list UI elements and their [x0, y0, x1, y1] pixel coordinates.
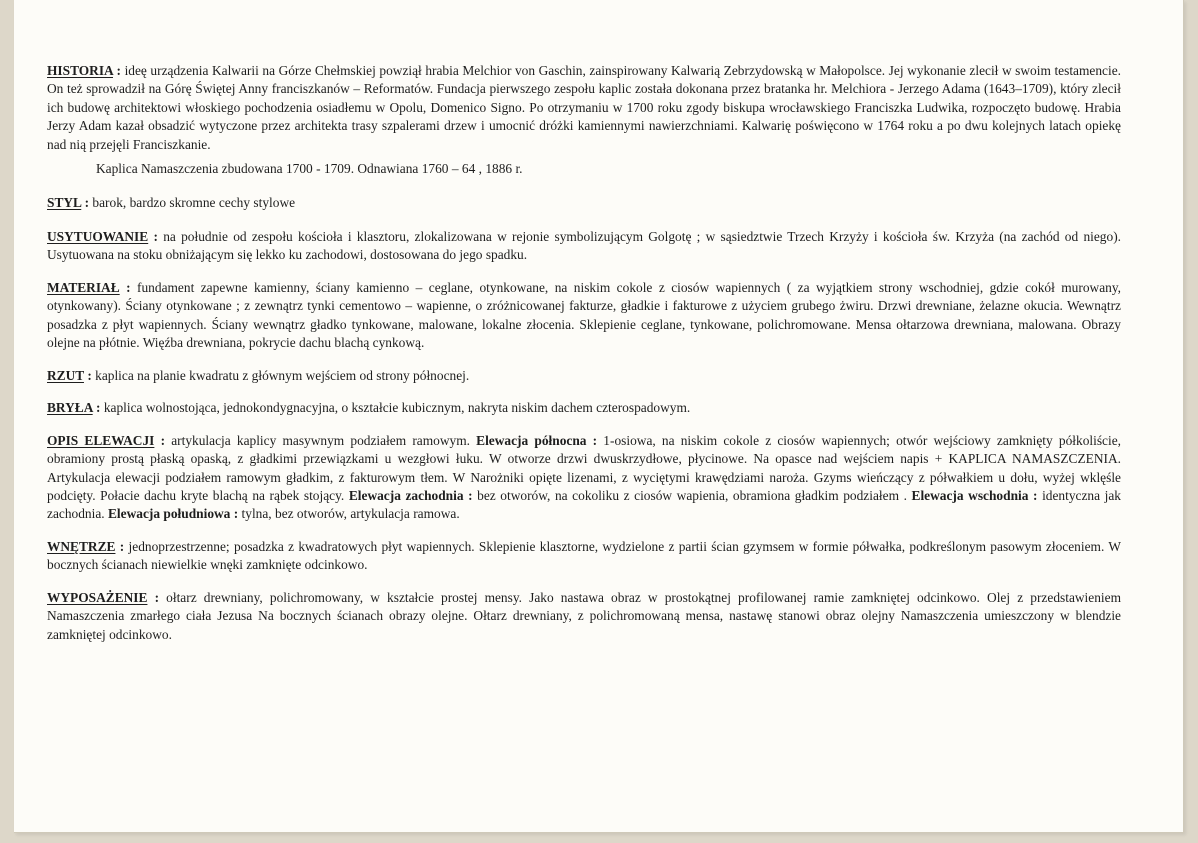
- section-wnetrze: [47, 538, 1121, 575]
- section-wyposazenie: [47, 589, 1121, 644]
- section-bryla: [47, 399, 1121, 417]
- document-page: [14, 0, 1184, 833]
- section-styl: [47, 194, 1121, 212]
- subheading-elewacja-poludniowa: Elewacja południowa :: [107, 506, 239, 522]
- section-text-rzut: kaplica na planie kwadratu z głównym wejściem od strony północnej.: [95, 367, 470, 383]
- section-text-elewacja-polnocna: 1-osiowa, na niskim cokole z ciosów wapiennych; otwór wejściowy zamknięty półkoliście, obramiony prostą płaską opaską, z gładkimi przewiązkami u wezgłowi łuku. W otworze drzwi dwuskrzydłowe, płycinowe. Na opasce nad wejściem napis + KAPLICA NAMASZCZENIA. Artykulacja elewacji podziałem ramowym gładkim, z fakturowym tłem. W Narożniki opięte lizenami, z wyciętymi krawędziami naroża. Gzyms wieńczący z półwałkiem u dołu, wyżej wklęśle podcięty. Połacie dachu kryte blachą na rąbek stojący.: [47, 432, 1121, 504]
- subheading-elewacja-polnocna: Elewacja północna :: [476, 432, 598, 448]
- section-text-opis-elewacji: artykulacja kaplicy masywnym podziałem ramowym.: [171, 432, 477, 448]
- section-text-elewacja-wschodnia: identyczna jak zachodnia.: [47, 488, 1121, 522]
- section-text-bryla: kaplica wolnostojąca, jednokondygnacyjna, o kształcie kubicznym, nakryta niskim dachem czterospadowym.: [103, 400, 691, 416]
- section-label-opis-elewacji: OPIS ELEWACJI: [47, 432, 155, 448]
- document-body: [47, 62, 1121, 658]
- section-text-elewacja-poludniowa: tylna, bez otworów, artykulacja ramowa.: [238, 506, 460, 522]
- section-material: [47, 279, 1121, 353]
- subheading-elewacja-wschodnia: Elewacja wschodnia :: [911, 488, 1038, 504]
- historia-note: [47, 160, 1121, 178]
- label-separator: :: [154, 432, 172, 448]
- section-rzut: [47, 367, 1121, 385]
- label-separator: :: [92, 400, 104, 416]
- label-separator: :: [83, 367, 96, 383]
- section-text-wyposazenie: ołtarz drewniany, polichromowany, w kształcie prostej mensy. Jako nastawa obraz w prostokątnej profilowanej ramie zamkniętej odcinkowo. Olej z przedstawieniem Namaszczenia zmarłego ciała Jezusa Na bocznych ścianach obrazy olejne. Ołtarz drewniany, z polichromowaną mensa, nastawę stanowi obraz olejny Namaszczenia umieszczony w blendzie zamkniętej odcinkowo.: [47, 590, 1121, 642]
- section-label-wyposazenie: WYPOSAŻENIE: [47, 590, 148, 606]
- section-historia: [47, 62, 1121, 154]
- label-separator: :: [115, 539, 129, 555]
- section-label-material: MATERIAŁ: [47, 279, 120, 295]
- section-label-styl: STYL: [47, 195, 82, 211]
- section-label-wnetrze: WNĘTRZE: [47, 539, 116, 555]
- section-text-usytuowanie: na południe od zespołu kościoła i klasztoru, zlokalizowana w rejonie symbolizującym Golgotę ; w sąsiedztwie Trzech Krzyży i kościoła św. Krzyża (na zachód od niego). Usytuowana na stoku obniżającym się lekko ku zachodowi, dostosowana do jego spadku.: [47, 228, 1121, 263]
- label-separator: :: [113, 63, 125, 78]
- label-separator: :: [147, 590, 167, 606]
- section-usytuowanie: [47, 228, 1121, 265]
- section-label-usytuowanie: USYTUOWANIE: [47, 228, 149, 244]
- label-separator: :: [148, 228, 164, 244]
- section-text-elewacja-zachodnia: bez otworów, na cokoliku z ciosów wapienia, obramiona gładkim podziałem .: [472, 488, 912, 504]
- section-opis-elewacji: [47, 432, 1121, 524]
- section-text-material: fundament zapewne kamienny, ściany kamienno – ceglane, otynkowane, na niskim cokole z ciosów wapiennych ( za wyjątkiem strony wschodniej, gdzie cokół murowany, otynkowany). Ściany otynkowane ; z zewnątrz tynki cementowo – wapienne, o zróżnicowanej fakturze, gładkie i fakturowe z użyciem grubego żwiru. Drzwi drewniane, żelazne okucia. Wewnątrz posadzka z płyt wapiennych. Ściany wewnątrz gładko tynkowane, malowane, lokalne złocenia. Sklepienie ceglane, tynkowane, polichromowane. Mensa ołtarzowa drewniana, malowana. Obrazy olejne na płótnie. Więźba drewniana, pokrycie dachu blachą cynkową.: [47, 279, 1122, 351]
- historia-note-text: Kaplica Namaszczenia zbudowana 1700 - 1709. Odnawiana 1760 – 64 , 1886 r.: [96, 161, 523, 177]
- section-label-historia: HISTORIA: [47, 63, 113, 78]
- section-label-rzut: RZUT: [47, 367, 84, 383]
- section-text-historia: ideę urządzenia Kalwarii na Górze Chełmskiej powziął hrabia Melchior von Gaschin, zainspirowany Kalwarią Zebrzydowską w Małopolsce. Jej wykonanie zlecił w swoim testamencie. On też sprowadził na Górę Świętej Anny franciszkanów – Reformatów. Fundacja pierwszego zespołu kaplic została dokonana przez bratanka hr. Melchiora - Jerzego Adama (1643–1709), który zlecił ich budowę architektowi włoskiego pochodzenia osiadłemu w Opolu, Domenico Signo. Po otrzymaniu w 1700 roku zgody biskupa wrocławskiego Franciszka Ludwika, rozpoczęto budowę. Hrabia Jerzy Adam kazał obsadzić wytyczone przez architekta trasy szpalerami drzew i umocnić dróżki kamiennymi nawierzchniami. Kalwarię poświęcono w 1764 roku a po dwu kolejnych latach opiekę nad nią przejęli Franciszkanie.: [47, 63, 1121, 152]
- section-text-wnetrze: jednoprzestrzenne; posadzka z kwadratowych płyt wapiennych. Sklepienie klasztorne, wydzielone z partii ścian gzymsem w formie półwałka, podkreślonym pasowym złoceniem. W bocznych ścianach niewielkie wnęki zamknięte odcinkowo.: [47, 539, 1121, 573]
- subheading-elewacja-zachodnia: Elewacja zachodnia :: [348, 488, 473, 504]
- section-label-bryla: BRYŁA: [47, 400, 93, 416]
- label-separator: :: [119, 279, 138, 295]
- label-separator: :: [81, 195, 93, 211]
- section-text-styl: barok, bardzo skromne cechy stylowe: [92, 195, 296, 211]
